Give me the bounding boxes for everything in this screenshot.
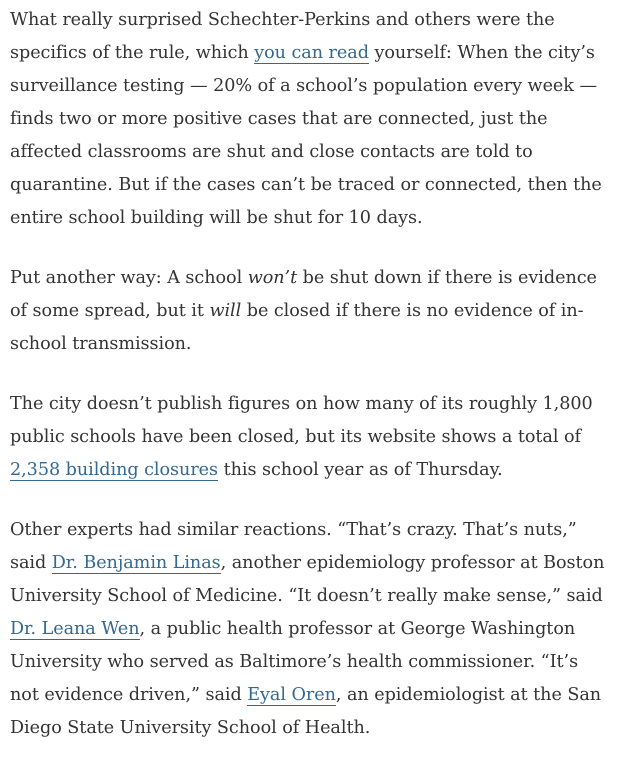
text-run: this school year as of Thursday. xyxy=(218,460,503,480)
link-eyal-oren[interactable]: Eyal Oren xyxy=(247,685,336,705)
text-run: , another epidemiology professor at Boston University School of Medicine. “It doesn’t really make sense,” said xyxy=(10,553,605,606)
text-run: , a public health professor at George Washington University who served as Baltimore’s health commissioner. “It’s not evidence driven,” said xyxy=(10,619,579,705)
emphasis-wont: won’t xyxy=(247,268,298,288)
emphasis-will: will xyxy=(209,301,242,321)
text-run: be closed if there is no evidence of in-school transmission. xyxy=(10,301,584,354)
paragraph-closure-figures xyxy=(10,388,612,487)
paragraph-expert-reactions xyxy=(10,514,612,745)
text-run: Put another way: A school xyxy=(10,268,248,288)
paragraph-rule-specifics xyxy=(10,4,612,235)
text-run: Other experts had similar reactions. “That’s crazy. That’s nuts,” said xyxy=(10,520,577,573)
link-building-closures[interactable]: 2,358 building closures xyxy=(10,460,219,480)
link-you-can-read[interactable]: you can read xyxy=(254,43,369,63)
text-run: be shut down if there is evidence of some spread, but it xyxy=(10,268,597,321)
link-benjamin-linas[interactable]: Dr. Benjamin Linas xyxy=(51,553,221,573)
link-leana-wen[interactable]: Dr. Leana Wen xyxy=(10,619,140,639)
text-run: What really surprised Schechter-Perkins and others were the specifics of the rule, which xyxy=(10,10,555,63)
text-run: yourself: When the city’s surveillance testing — 20% of a school’s population every week — finds two or more positive cases that are connected, just the affected classrooms are shut and close contacts are told to quarantine. But if the cases can’t be traced or connected, then the entire school building will be shut for 10 days. xyxy=(10,43,602,228)
text-run: , an epidemiologist at the San Diego State University School of Health. xyxy=(10,685,602,738)
paragraph-put-another-way xyxy=(10,262,612,361)
text-run: The city doesn’t publish figures on how many of its roughly 1,800 public schools have been closed, but its website shows a total of xyxy=(10,394,593,447)
